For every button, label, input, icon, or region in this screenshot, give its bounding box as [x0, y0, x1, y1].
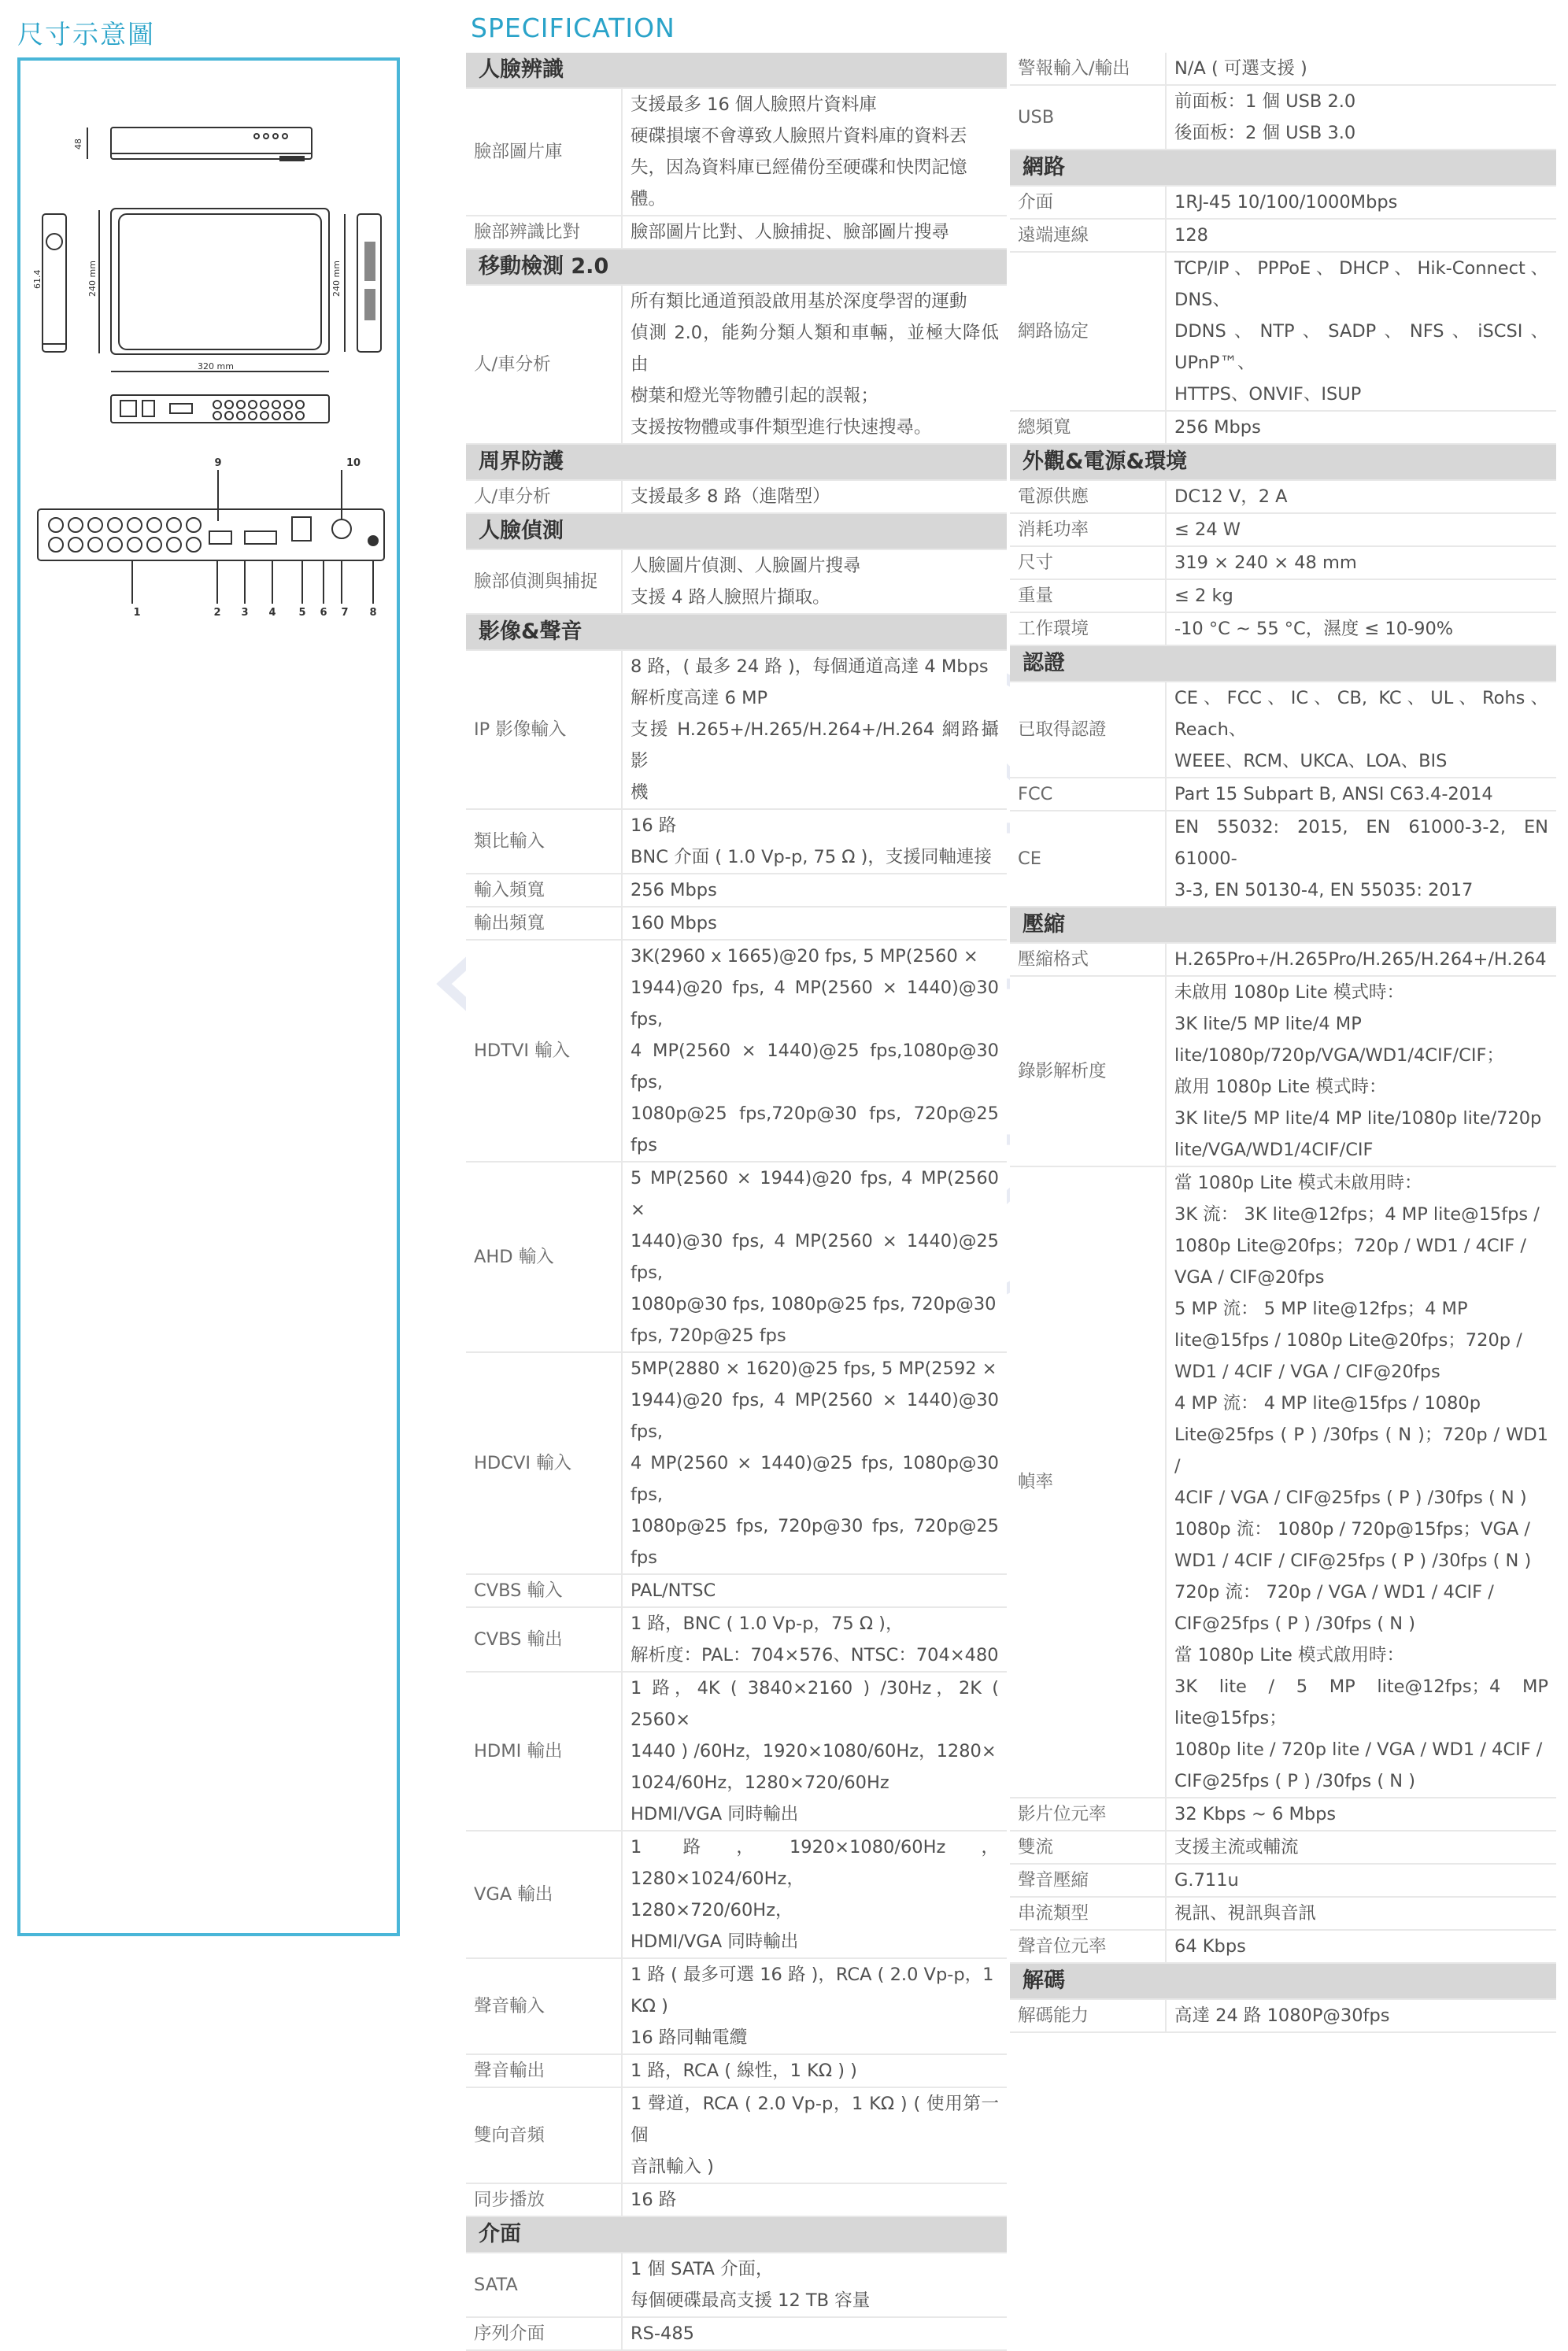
spec-key: 尺寸: [1010, 546, 1166, 579]
spec-row: [1010, 186, 1556, 219]
spec-value-line: 8 路，( 最多 24 路 )，每個通道高達 4 Mbps: [631, 656, 989, 677]
spec-value-line: 5 MP 流： 5 MP lite@12fps；4 MP: [1174, 1299, 1468, 1319]
spec-value-line: 1080p Lite@20fps；720p / WD1 / 4CIF /: [1174, 1236, 1526, 1256]
spec-value: [1166, 1897, 1556, 1930]
spec-value-line: 失，因為資料庫已經備份至硬碟和快閃記憶: [631, 157, 967, 178]
spec-value-line: 1 路，BNC ( 1.0 Vp-p，75 Ω )，: [631, 1614, 904, 1634]
section-header: 人臉辨識: [466, 53, 1007, 88]
spec-value: [622, 907, 1007, 940]
spec-value-line: 1080p lite / 720p lite / VGA / WD1 / 4CIF /: [1174, 1739, 1543, 1760]
spec-value-line: 319 × 240 × 48 mm: [1174, 553, 1357, 573]
spec-value-line: 1 路 ( 最多可選 16 路 )，RCA ( 2.0 Vp-p，1: [631, 1965, 994, 1985]
spec-key: 影片位元率: [1010, 1798, 1166, 1831]
spec-key: HDCVI 輸入: [466, 1352, 622, 1574]
spec-value-line: 1 聲道，RCA ( 2.0 Vp-p，1 KΩ ) ( 使用第一個: [631, 2094, 999, 2146]
spec-value-line: 解析度高達 6 MP: [631, 688, 768, 708]
callout-label: 4: [268, 607, 276, 619]
spec-value-line: 4 MP 流： 4 MP lite@15fps / 1080p: [1174, 1393, 1481, 1414]
spec-value-line: 1 路，1920×1080/60Hz，1280×1024/60Hz，: [631, 1837, 999, 1889]
spec-value-line: G.711u: [1174, 1870, 1239, 1891]
spec-value-line: HDMI/VGA 同時輸出: [631, 1931, 799, 1952]
spec-key: 電源供應: [1010, 480, 1166, 513]
spec-value-line: 解析度：PAL：704×576、NTSC：704×480: [631, 1645, 999, 1665]
section-header-row: [466, 444, 1007, 480]
spec-value: [622, 2087, 1007, 2183]
spec-row: [466, 1574, 1007, 1607]
spec-value-line: 後面板：2 個 USB 3.0: [1174, 123, 1356, 143]
section-header: 解碼: [1010, 1963, 1556, 1999]
spec-value-line: 256 Mbps: [1174, 417, 1261, 438]
spec-value: [622, 285, 1007, 444]
spec-value: [1166, 411, 1556, 444]
spec-value-line: HDMI/VGA 同時輸出: [631, 1804, 799, 1824]
section-header: 移動檢測 2.0: [466, 249, 1007, 285]
spec-key: FCC: [1010, 778, 1166, 811]
spec-value-line: 支援 4 路人臉照片擷取。: [631, 587, 830, 608]
spec-value-line: 3-3, EN 50130-4, EN 55035: 2017: [1174, 880, 1474, 900]
spec-value-line: lite/1080p/720p/VGA/WD1/4CIF/CIF；: [1174, 1045, 1504, 1066]
spec-value-line: 1440)@30 fps, 4 MP(2560 × 1440)@25 fps,: [631, 1231, 999, 1283]
spec-value-line: 3K lite / 5 MP lite@12fps；4 MP lite@15fps；: [1174, 1676, 1548, 1728]
spec-value: [1166, 53, 1556, 85]
spec-value-line: HTTPS、ONVIF、ISUP: [1174, 384, 1362, 405]
spec-value-line: DC12 V，2 A: [1174, 486, 1288, 507]
spec-value-line: 1 個 SATA 介面，: [631, 2259, 774, 2279]
section-header-row: [1010, 1963, 1556, 1999]
spec-value-line: 16 路: [631, 815, 677, 836]
spec-key: 遠端連線: [1010, 219, 1166, 252]
spec-value: [622, 940, 1007, 1162]
spec-value-line: 720p 流： 720p / VGA / WD1 / 4CIF /: [1174, 1582, 1494, 1602]
spec-row: [1010, 480, 1556, 513]
spec-value: [1166, 1798, 1556, 1831]
spec-value-line: KΩ ): [631, 1996, 668, 2016]
spec-row: [1010, 1930, 1556, 1963]
spec-key: 已取得認證: [1010, 682, 1166, 778]
spec-value-line: 1944)@20 fps, 4 MP(2560 × 1440)@30 fps,: [631, 978, 999, 1029]
spec-key: CE: [1010, 811, 1166, 907]
spec-value-line: 前面板：1 個 USB 2.0: [1174, 91, 1356, 112]
spec-value-line: PAL/NTSC: [631, 1580, 716, 1601]
spec-value-line: 樹葉和燈光等物體引起的誤報；: [631, 386, 879, 406]
spec-row: [466, 88, 1007, 216]
section-header: 人臉偵測: [466, 513, 1007, 549]
spec-value: [1166, 546, 1556, 579]
section-header-row: [1010, 645, 1556, 682]
spec-value-line: lite@15fps / 1080p Lite@20fps；720p /: [1174, 1330, 1522, 1351]
spec-key: 序列介面: [466, 2317, 622, 2350]
spec-value: [622, 874, 1007, 907]
spec-row: [1010, 943, 1556, 976]
spec-value-line: DDNS、NTP、SADP、NFS、iSCSI、UPnP™、: [1174, 321, 1548, 373]
spec-row: [466, 2054, 1007, 2087]
spec-row: [1010, 1831, 1556, 1864]
callout-label: 1: [133, 607, 141, 619]
spec-value-line: 啟用 1080p Lite 模式時：: [1174, 1077, 1387, 1097]
spec-value: [1166, 579, 1556, 612]
spec-value-line: 1080p@25 fps,720p@30 fps, 720p@25 fps: [631, 1103, 999, 1155]
spec-key: SATA: [466, 2253, 622, 2317]
spec-key: 臉部辨識比對: [466, 216, 622, 249]
spec-key: 聲音壓縮: [1010, 1864, 1166, 1897]
spec-value-line: 當 1080p Lite 模式未啟用時：: [1174, 1173, 1422, 1193]
spec-column-right: [1010, 53, 1556, 2033]
spec-key: 解碼能力: [1010, 1999, 1166, 2032]
spec-value-line: 支援主流或輔流: [1174, 1837, 1299, 1858]
spec-value-line: 32 Kbps ~ 6 Mbps: [1174, 1804, 1337, 1824]
spec-value: [1166, 252, 1556, 411]
spec-value: [622, 650, 1007, 809]
spec-value-line: 每個硬碟最高支援 12 TB 容量: [631, 2290, 871, 2311]
spec-key: 聲音輸入: [466, 1958, 622, 2054]
spec-value-line: CIF@25fps ( P ) /30fps ( N ): [1174, 1771, 1416, 1791]
spec-value-line: 1440 ) /60Hz，1920×1080/60Hz，1280×: [631, 1741, 997, 1761]
spec-key: 總頻寬: [1010, 411, 1166, 444]
spec-row: [466, 1607, 1007, 1672]
section-header-row: [466, 513, 1007, 549]
spec-value-line: WD1 / 4CIF / VGA / CIF@20fps: [1174, 1362, 1440, 1382]
spec-value-line: Lite@25fps ( P ) /30fps ( N )；720p / WD1 /: [1174, 1425, 1548, 1477]
spec-value-line: 音訊輸入 ): [631, 2157, 714, 2177]
spec-value: [1166, 612, 1556, 645]
callout-label: 2: [213, 607, 221, 619]
section-header: 影像&聲音: [466, 614, 1007, 650]
side-label: 61.4: [32, 269, 43, 289]
spec-row: [466, 874, 1007, 907]
section-header: 外觀&電源&環境: [1010, 444, 1556, 480]
spec-value: [1166, 1831, 1556, 1864]
spec-key: 雙向音頻: [466, 2087, 622, 2183]
spec-row: [1010, 612, 1556, 645]
spec-value-line: WEEE、RCM、UKCA、LOA、BIS: [1174, 751, 1448, 771]
spec-value-line: EN 55032: 2015, EN 61000-3-2, EN 61000-: [1174, 817, 1548, 869]
spec-value-line: 3K lite/5 MP lite/4 MP lite/1080p lite/720p: [1174, 1108, 1542, 1129]
callout-label: 8: [369, 607, 377, 619]
spec-key: 錄影解析度: [1010, 976, 1166, 1166]
spec-value-line: N/A ( 可選支援 ): [1174, 58, 1307, 79]
section-header: 周界防護: [466, 444, 1007, 480]
spec-row: [466, 1831, 1007, 1958]
height-label: 48: [73, 139, 83, 150]
spec-row: [1010, 579, 1556, 612]
spec-value-line: fps, 720p@25 fps: [631, 1325, 786, 1346]
spec-row: [466, 650, 1007, 809]
spec-value: [622, 1831, 1007, 1958]
spec-row: [1010, 1897, 1556, 1930]
spec-value: [622, 480, 1007, 513]
spec-key: 聲音位元率: [1010, 1930, 1166, 1963]
spec-value-line: 1RJ-45 10/100/1000Mbps: [1174, 192, 1398, 213]
spec-value-line: 體。: [631, 189, 667, 209]
spec-row: [1010, 546, 1556, 579]
spec-value-line: Part 15 Subpart B, ANSI C63.4-2014: [1174, 784, 1493, 804]
spec-value-line: 所有類比通道預設啟用基於深度學習的運動: [631, 291, 967, 312]
device-dimension-diagram: [20, 61, 397, 690]
spec-key: VGA 輸出: [466, 1831, 622, 1958]
section-header-row: [1010, 907, 1556, 943]
spec-row: [466, 480, 1007, 513]
spec-row: [466, 1162, 1007, 1352]
spec-key: 壓縮格式: [1010, 943, 1166, 976]
spec-key: 輸入頻寬: [466, 874, 622, 907]
spec-row: [1010, 976, 1556, 1166]
spec-row: [466, 907, 1007, 940]
spec-key: IP 影像輸入: [466, 650, 622, 809]
spec-value: [1166, 811, 1556, 907]
spec-value-line: 128: [1174, 225, 1208, 246]
spec-value-line: 1280×720/60Hz，: [631, 1900, 793, 1920]
callout-label: 9: [214, 457, 222, 469]
spec-value-line: 1944)@20 fps, 4 MP(2560 × 1440)@30 fps,: [631, 1390, 999, 1442]
spec-value-line: 支援最多 8 路（進階型）: [631, 486, 830, 507]
spec-key: CVBS 輸出: [466, 1607, 622, 1672]
spec-value-line: 1 路，RCA ( 線性，1 KΩ ) ): [631, 2061, 857, 2081]
section-header-row: [466, 53, 1007, 88]
dimension-title: 尺寸示意圖: [17, 19, 155, 50]
depth-label-right: 240 mm: [331, 261, 342, 297]
spec-value: [1166, 943, 1556, 976]
callout-label: 5: [298, 607, 306, 619]
spec-table-right: [1010, 53, 1556, 2033]
spec-row: [1010, 778, 1556, 811]
spec-value: [622, 2253, 1007, 2317]
spec-value-line: RS-485: [631, 2323, 694, 2344]
spec-key: 警報輸入/輸出: [1010, 53, 1166, 85]
spec-row: [1010, 1166, 1556, 1798]
spec-value: [622, 1574, 1007, 1607]
spec-key: HDMI 輸出: [466, 1672, 622, 1831]
spec-value-line: CE、FCC、IC、CB, KC、UL、Rohs、Reach、: [1174, 688, 1548, 740]
spec-key: 介面: [1010, 186, 1166, 219]
spec-row: [466, 2183, 1007, 2216]
spec-value: [1166, 976, 1556, 1166]
spec-key: CVBS 輸入: [466, 1574, 622, 1607]
spec-value: [622, 1607, 1007, 1672]
spec-value-line: -10 °C ~ 55 °C，濕度 ≤ 10-90%: [1174, 619, 1454, 639]
spec-value-line: 1080p@30 fps, 1080p@25 fps, 720p@30: [631, 1294, 997, 1314]
callout-label: 3: [241, 607, 249, 619]
spec-value-line: 支援按物體或事件類型進行快速搜尋。: [631, 417, 932, 438]
spec-key: HDTVI 輸入: [466, 940, 622, 1162]
spec-key: 人/車分析: [466, 480, 622, 513]
spec-value-line: 5 MP(2560 × 1944)@20 fps, 4 MP(2560 ×: [631, 1168, 999, 1220]
spec-row: [1010, 1999, 1556, 2032]
spec-key: 雙流: [1010, 1831, 1166, 1864]
spec-key: 網路協定: [1010, 252, 1166, 411]
spec-row: [1010, 85, 1556, 150]
spec-value-line: 4 MP(2560 × 1440)@25 fps,1080p@30 fps,: [631, 1041, 999, 1092]
spec-value: [1166, 1166, 1556, 1798]
spec-value-line: 160 Mbps: [631, 913, 717, 933]
spec-value-line: 3K 流： 3K lite@12fps；4 MP lite@15fps /: [1174, 1204, 1540, 1225]
spec-value: [622, 1162, 1007, 1352]
spec-value-line: 偵測 2.0，能夠分類人類和車輛，並極大降低由: [631, 323, 999, 375]
spec-value-line: WD1 / 4CIF / CIF@25fps ( P ) /30fps ( N ): [1174, 1551, 1532, 1571]
spec-value-line: 支援最多 16 個人臉照片資料庫: [631, 94, 877, 115]
section-header: 網路: [1010, 150, 1556, 186]
spec-row: [466, 940, 1007, 1162]
spec-row: [1010, 219, 1556, 252]
spec-value: [1166, 778, 1556, 811]
spec-value: [622, 2054, 1007, 2087]
spec-value-line: 人臉圖片偵測、人臉圖片搜尋: [631, 556, 861, 576]
spec-value: [622, 549, 1007, 614]
spec-value: [1166, 219, 1556, 252]
spec-value-line: 16 路: [631, 2190, 677, 2210]
spec-value-line: ≤ 2 kg: [1174, 586, 1233, 606]
spec-value-line: 5MP(2880 × 1620)@25 fps, 5 MP(2592 ×: [631, 1358, 997, 1379]
spec-value-line: 3K lite/5 MP lite/4 MP: [1174, 1014, 1362, 1034]
spec-row: [466, 2087, 1007, 2183]
section-header-row: [466, 249, 1007, 285]
spec-key: 幀率: [1010, 1166, 1166, 1798]
depth-label: 240 mm: [87, 261, 98, 297]
spec-row: [466, 2253, 1007, 2317]
width-label: 320 mm: [198, 361, 234, 372]
rear-panel-shape: [38, 509, 384, 560]
spec-value: [1166, 1999, 1556, 2032]
spec-value-line: 1080p@25 fps, 720p@30 fps, 720p@25 fps: [631, 1516, 999, 1568]
spec-value-line: 高達 24 路 1080P@30fps: [1174, 2005, 1390, 2026]
section-header: 介面: [466, 2216, 1007, 2253]
spec-row: [466, 2317, 1007, 2350]
spec-value: [622, 2183, 1007, 2216]
spec-value: [1166, 1864, 1556, 1897]
spec-value-line: 視訊、視訊與音訊: [1174, 1903, 1317, 1924]
spec-key: 輸出頻寬: [466, 907, 622, 940]
spec-value-line: 未啟用 1080p Lite 模式時：: [1174, 982, 1404, 1003]
spec-row: [1010, 53, 1556, 85]
dimension-diagram-box: [17, 57, 400, 1936]
section-header-row: [1010, 150, 1556, 186]
spec-value: [1166, 1930, 1556, 1963]
spec-row: [466, 549, 1007, 614]
spec-key: 聲音輸出: [466, 2054, 622, 2087]
spec-value-line: 硬碟損壞不會導致人臉照片資料庫的資料丟: [631, 126, 967, 146]
spec-key: 臉部偵測與捕捉: [466, 549, 622, 614]
spec-table-left: [466, 53, 1007, 2351]
spec-column-left: [466, 53, 1007, 2351]
section-header: 認證: [1010, 645, 1556, 682]
spec-value-line: 當 1080p Lite 模式啟用時：: [1174, 1645, 1404, 1665]
spec-row: [466, 285, 1007, 444]
spec-value-line: lite/VGA/WD1/4CIF/CIF: [1174, 1140, 1374, 1160]
spec-value-line: BNC 介面 ( 1.0 Vp-p, 75 Ω )，支援同軸連接: [631, 847, 992, 867]
spec-value: [622, 1352, 1007, 1574]
spec-value: [1166, 513, 1556, 546]
spec-value-line: 16 路同軸電纜: [631, 2028, 748, 2048]
spec-value-line: 1 路，4K ( 3840×2160 ) /30Hz，2K ( 2560×: [631, 1678, 999, 1730]
spec-value: [622, 809, 1007, 874]
spec-key: 同步播放: [466, 2183, 622, 2216]
spec-key: 重量: [1010, 579, 1166, 612]
spec-value-line: TCP/IP、PPPoE、DHCP、Hik-Connect、DNS、: [1174, 258, 1548, 310]
spec-row: [1010, 252, 1556, 411]
section-header-row: [466, 2216, 1007, 2253]
section-header-row: [466, 614, 1007, 650]
spec-row: [466, 1672, 1007, 1831]
spec-key: 臉部圖片庫: [466, 88, 622, 216]
spec-value-line: 256 Mbps: [631, 880, 717, 900]
spec-row: [466, 809, 1007, 874]
spec-value: [622, 2317, 1007, 2350]
spec-value-line: 支援 H.265+/H.265/H.264+/H.264 網路攝影: [631, 719, 999, 771]
spec-value-line: CIF@25fps ( P ) /30fps ( N ): [1174, 1614, 1416, 1634]
spec-key: USB: [1010, 85, 1166, 150]
spec-value-line: H.265Pro+/H.265Pro/H.265/H.264+/H.264: [1174, 949, 1547, 970]
spec-value-line: 1080p 流： 1080p / 720p@15fps；VGA /: [1174, 1519, 1531, 1540]
callout-label: 7: [341, 607, 349, 619]
spec-key: 工作環境: [1010, 612, 1166, 645]
spec-row: [1010, 1864, 1556, 1897]
spec-value: [1166, 186, 1556, 219]
spec-key: 消耗功率: [1010, 513, 1166, 546]
spec-value-line: 64 Kbps: [1174, 1936, 1246, 1957]
spec-key: 串流類型: [1010, 1897, 1166, 1930]
spec-value: [622, 88, 1007, 216]
callout-label: 6: [320, 607, 327, 619]
spec-key: 類比輸入: [466, 809, 622, 874]
spec-value: [622, 1958, 1007, 2054]
spec-key: 人/車分析: [466, 285, 622, 444]
spec-value: [1166, 85, 1556, 150]
spec-value-line: ≤ 24 W: [1174, 519, 1241, 540]
spec-row: [1010, 682, 1556, 778]
spec-value-line: VGA / CIF@20fps: [1174, 1267, 1325, 1288]
spec-value: [1166, 480, 1556, 513]
spec-row: [1010, 811, 1556, 907]
spec-value-line: 4CIF / VGA / CIF@25fps ( P ) /30fps ( N ): [1174, 1488, 1527, 1508]
callout-label: 10: [346, 457, 361, 469]
spec-key: AHD 輸入: [466, 1162, 622, 1352]
spec-row: [1010, 411, 1556, 444]
spec-row: [466, 1958, 1007, 2054]
section-header: 壓縮: [1010, 907, 1556, 943]
spec-value-line: 4 MP(2560 × 1440)@25 fps, 1080p@30 fps,: [631, 1453, 999, 1505]
spec-value-line: 機: [631, 782, 649, 803]
section-header-row: [1010, 444, 1556, 480]
spec-value: [622, 1672, 1007, 1831]
spec-row: [1010, 1798, 1556, 1831]
spec-row: [466, 1352, 1007, 1574]
spec-value-line: 3K(2960 x 1665)@20 fps, 5 MP(2560 ×: [631, 946, 978, 967]
spec-row: [466, 216, 1007, 249]
spec-value-line: 臉部圖片比對、人臉捕捉、臉部圖片搜尋: [631, 222, 950, 242]
spec-row: [1010, 513, 1556, 546]
spec-title: SPECIFICATION: [471, 13, 675, 43]
spec-value: [622, 216, 1007, 249]
spec-value-line: 1024/60Hz，1280×720/60Hz: [631, 1772, 889, 1793]
spec-value: [1166, 682, 1556, 778]
